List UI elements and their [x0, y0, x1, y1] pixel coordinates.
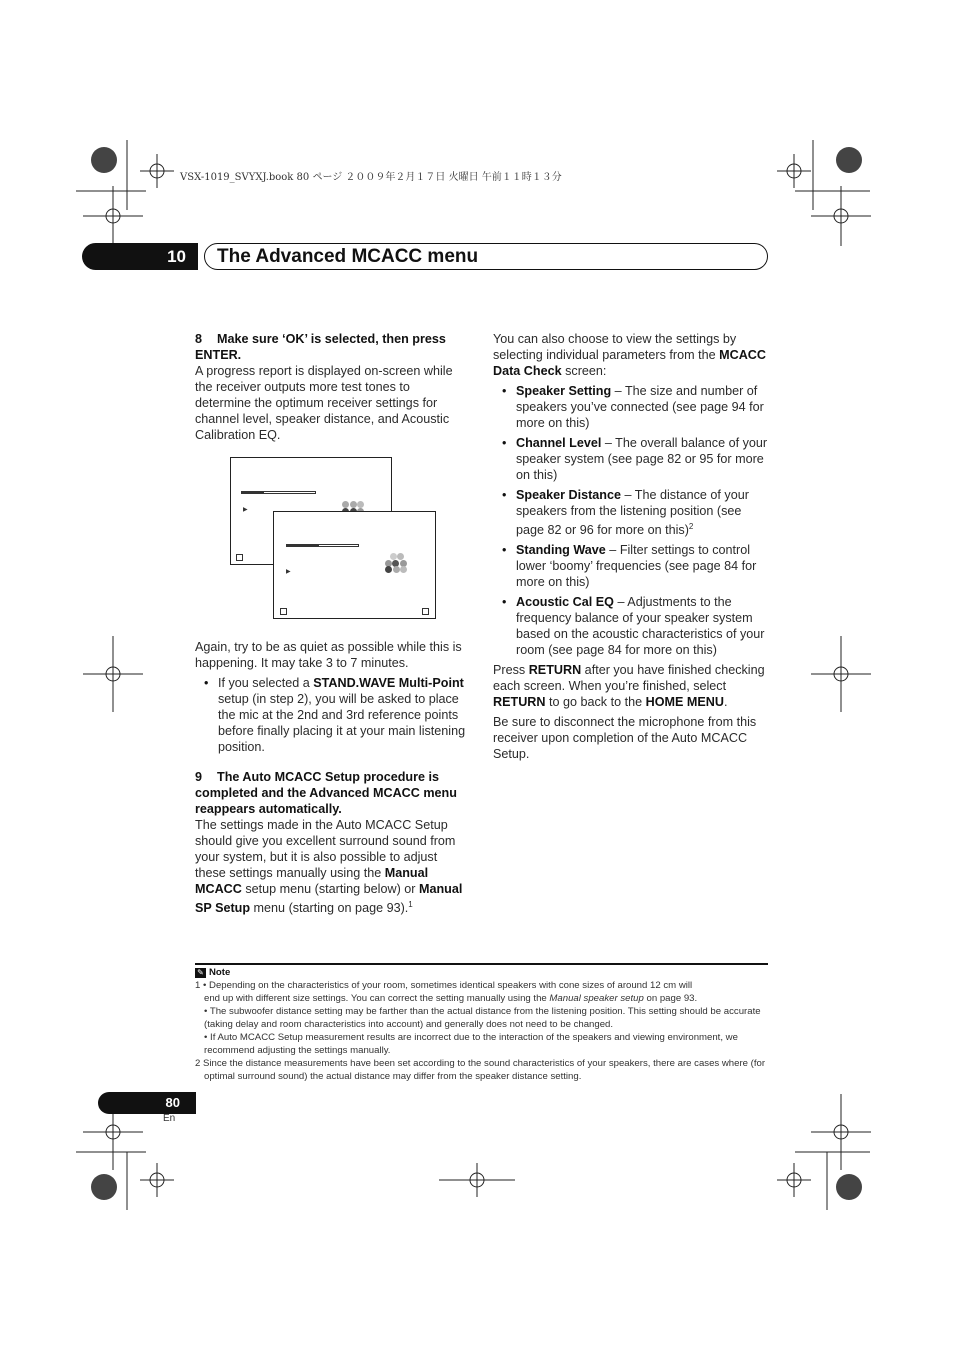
chapter-title: The Advanced MCACC menu: [204, 243, 768, 270]
page-number: 80: [98, 1092, 196, 1114]
right-column: [493, 331, 768, 766]
chapter-number: 10: [82, 243, 198, 270]
note-heading: ✎ Note: [195, 966, 770, 979]
list-item: • Speaker Setting – The size and number of speakers you’ve connected (see page 94 for more on this): [493, 383, 768, 431]
disconnect-text: Be sure to disconnect the microphone from this receiver upon completion of the Auto MCACC Setup.: [493, 715, 757, 762]
osd-screen-back: ▶: [230, 457, 392, 565]
footnote-2: 2 Since the distance measurements have been set according to the sound characteristics of your speakers, there are cases where (for optimal surround sound) the actual distance may differ from the speaker distance setting.: [195, 1058, 766, 1082]
step-8-heading: 8 Make sure ‘OK’ is selected, then press ENTER.: [195, 332, 446, 362]
list-item: • Standing Wave – Filter settings to control lower ‘boomy’ frequencies (see page 84 for more on this): [493, 542, 768, 590]
data-check-intro: You can also choose to view the settings by selecting individual parameters from the MCACC Data Check screen:: [493, 332, 766, 378]
step-9-body: The settings made in the Auto MCACC Setup should give you excellent surround sound from your system, but it is also possible to adjust these settings manually using the Manual MCACC setup menu (starting below) or Manual SP Setup menu (starting on page 93).$^1$: [195, 818, 463, 916]
footnote-1a: 1 • Depending on the characteristics of your room, sometimes identical speakers with cone sizes of around 12 cm will: [195, 980, 693, 991]
step-9-heading: 9 The Auto MCACC Setup procedure is completed and the Advanced MCACC menu reappears automatically.: [195, 770, 457, 816]
footnote-1c: • If Auto MCACC Setup measurement results are incorrect due to the interaction of the speakers and viewing environment, we recommend adjusting the settings manually.: [204, 1032, 738, 1056]
list-item: • Acoustic Cal EQ – Adjustments to the frequency balance of your speaker system based on the acoustic characteristics of your room (see page 84 for more on this): [493, 594, 768, 658]
note-icon: ✎: [195, 968, 206, 978]
language-code: En: [163, 1113, 176, 1124]
print-header: VSX-1019_SVYXJ.book 80 ページ ２００９年２月１７日 火曜日 午前１１時１３分: [180, 172, 562, 183]
footnote-1b: • The subwoofer distance setting may be farther than the actual distance from the listening position. This setting should be accurate (taking delay and room characteristics into account) and generally does not need to be changed.: [204, 1006, 761, 1030]
data-check-list: [493, 383, 768, 658]
footnote-1a-cont: end up with different size settings. You can correct the setting manually using the Manual speaker setup on page 93.: [204, 993, 698, 1004]
progress-screens-figure: [230, 457, 440, 635]
left-column: [195, 331, 469, 920]
step-8-body: A progress report is displayed on-screen while the receiver outputs more test tones to determine the optimum receiver settings for channel level, speaker distance, and Acoustic Calibration EQ.: [195, 364, 453, 442]
list-item: • If you selected a STAND.WAVE Multi-Point setup (in step 2), you will be asked to place the mic at the 2nd and 3rd reference points before finally placing it at your main listening position.: [195, 675, 469, 755]
left-bullet-list: [195, 675, 469, 755]
osd-screen-front: ▶: [273, 511, 436, 619]
list-item: • Channel Level – The overall balance of your speaker system (see page 82 or 95 for more on this): [493, 435, 768, 483]
list-item: • Speaker Distance – The distance of your speakers from the listening position (see page 82 or 96 for more on this)$^2$: [493, 487, 768, 538]
note-divider: [195, 963, 768, 965]
return-instruction: Press RETURN after you have finished checking each screen. When you’re finished, select RETURN to go back to the HOME MENU.: [493, 663, 765, 710]
footnotes: [195, 966, 770, 1083]
after-figure-text: Again, try to be as quiet as possible while this is happening. It may take 3 to 7 minutes.: [195, 640, 462, 670]
